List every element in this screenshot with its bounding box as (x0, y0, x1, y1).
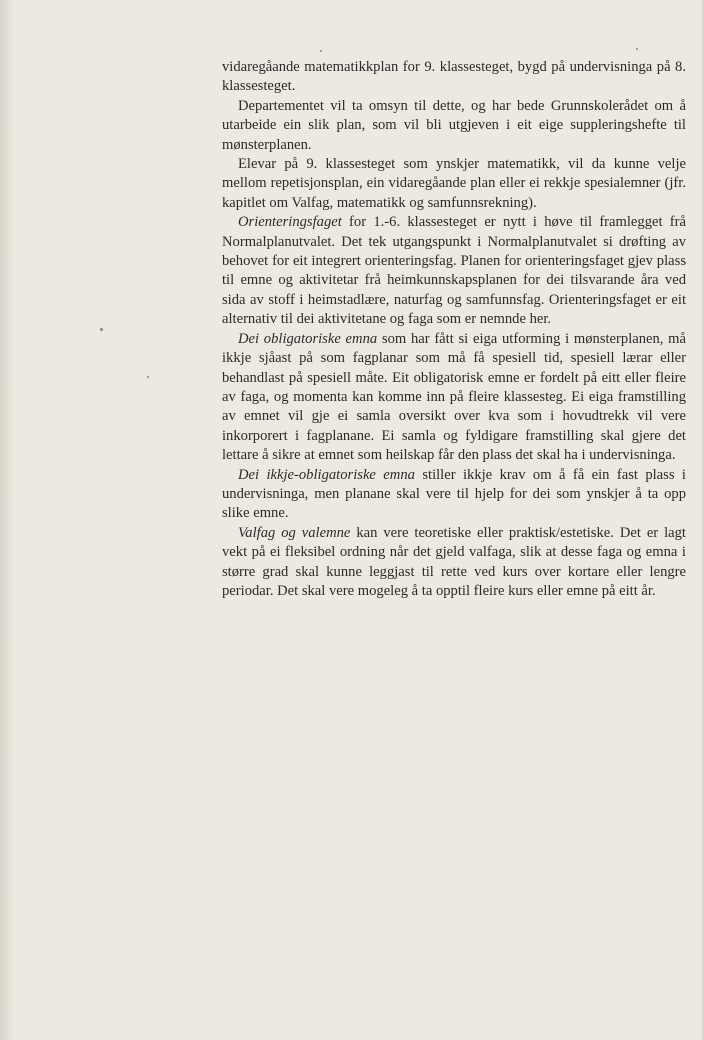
paragraph-text: Departementet vil ta omsyn til dette, og har bede Grunnskolerådet om å utarbeide ein slik plan, som vil bli utgjeven i eit eige suppleringshefte til mønsterplanen. (222, 97, 686, 153)
body-text (222, 58, 686, 601)
paragraph-text: kan vere teoretiske eller praktisk/estetiske. Det er lagt vekt på ei fleksibel ordning når det gjeld valfaga, slik at desse faga og emna i større grad skal kunne leggjast til rette ved kurs over kortare eller lengre periodar. Det skal vere mogeleg å ta opptil fleire kurs eller emne på eitt år. (222, 524, 686, 599)
paper-speck (147, 376, 149, 378)
paragraph-text: for 1.-6. klassesteget er nytt i høve til framlegget frå Normalplanutvalet. Det tek utgangspunkt i Normalplanutvalet si drøfting av behovet for eit integrert orienteringsfag. Planen for orienteringsfaget gjev plass til emne og aktivitetar frå heimkunnskapsplanen for dei tilsvarande åra ved sida av stoff i heimstadlære, naturfag og samfunnsfag. Orienteringsfaget er eit alternativ til dei aktivitetane og faga som er nemnde her. (222, 214, 686, 328)
page-edge-shadow (0, 0, 14, 1040)
paragraph-text: vidaregåande matematikkplan for 9. klassesteget, bygd på undervisninga på 8. klassesteget. (222, 59, 686, 95)
paragraph (222, 155, 686, 213)
paragraph (222, 97, 686, 155)
paragraph (222, 58, 686, 97)
paragraph-lead: Dei obligatoriske emna (238, 330, 378, 347)
paper-speck (100, 328, 103, 331)
paragraph-text: stiller ikkje krav om å få ein fast plass i undervisninga, men planane skal vere til hjelp for dei som ynskjer å ta opp slike emne. (222, 466, 686, 522)
paragraph (222, 330, 686, 466)
paragraph (222, 524, 686, 602)
paragraph-text: Elevar på 9. klassesteget som ynskjer matematikk, vil da kunne velje mellom repetisjonsplan, ein vidaregåande plan eller ei rekkje spesialemner (jfr. kapitlet om Valfag, matematikk og samfunnsrekning). (222, 156, 686, 211)
paper-speck (320, 50, 322, 52)
paragraph-lead: Valfag og valemne (238, 524, 351, 541)
paragraph-text: som har fått si eiga utforming i mønsterplanen, må ikkje sjåast på som fagplanar som må få spesiell tid, spesiell lærar eller behandlast på spesiell måte. Eit obligatorisk emne er fordelt på eitt eller fleire av faga, og momenta kan komme inn på fleire klassesteg. Ei eiga framstilling av emnet vil gje ei samla oversikt over kva som i hovudtrekk vil vere inkorporert i fagplanane. Ei samla og fyldigare framstilling skal gjere det lettare å sikre at emnet som heilskap får den plass det skal ha i undervisninga. (222, 330, 687, 464)
paragraph-lead: Dei ikkje-obligatoriske emna (238, 466, 415, 483)
paragraph (222, 466, 686, 524)
paragraph (222, 213, 686, 329)
paragraph-lead: Orienteringsfaget (238, 214, 342, 231)
paper-speck (636, 48, 638, 50)
